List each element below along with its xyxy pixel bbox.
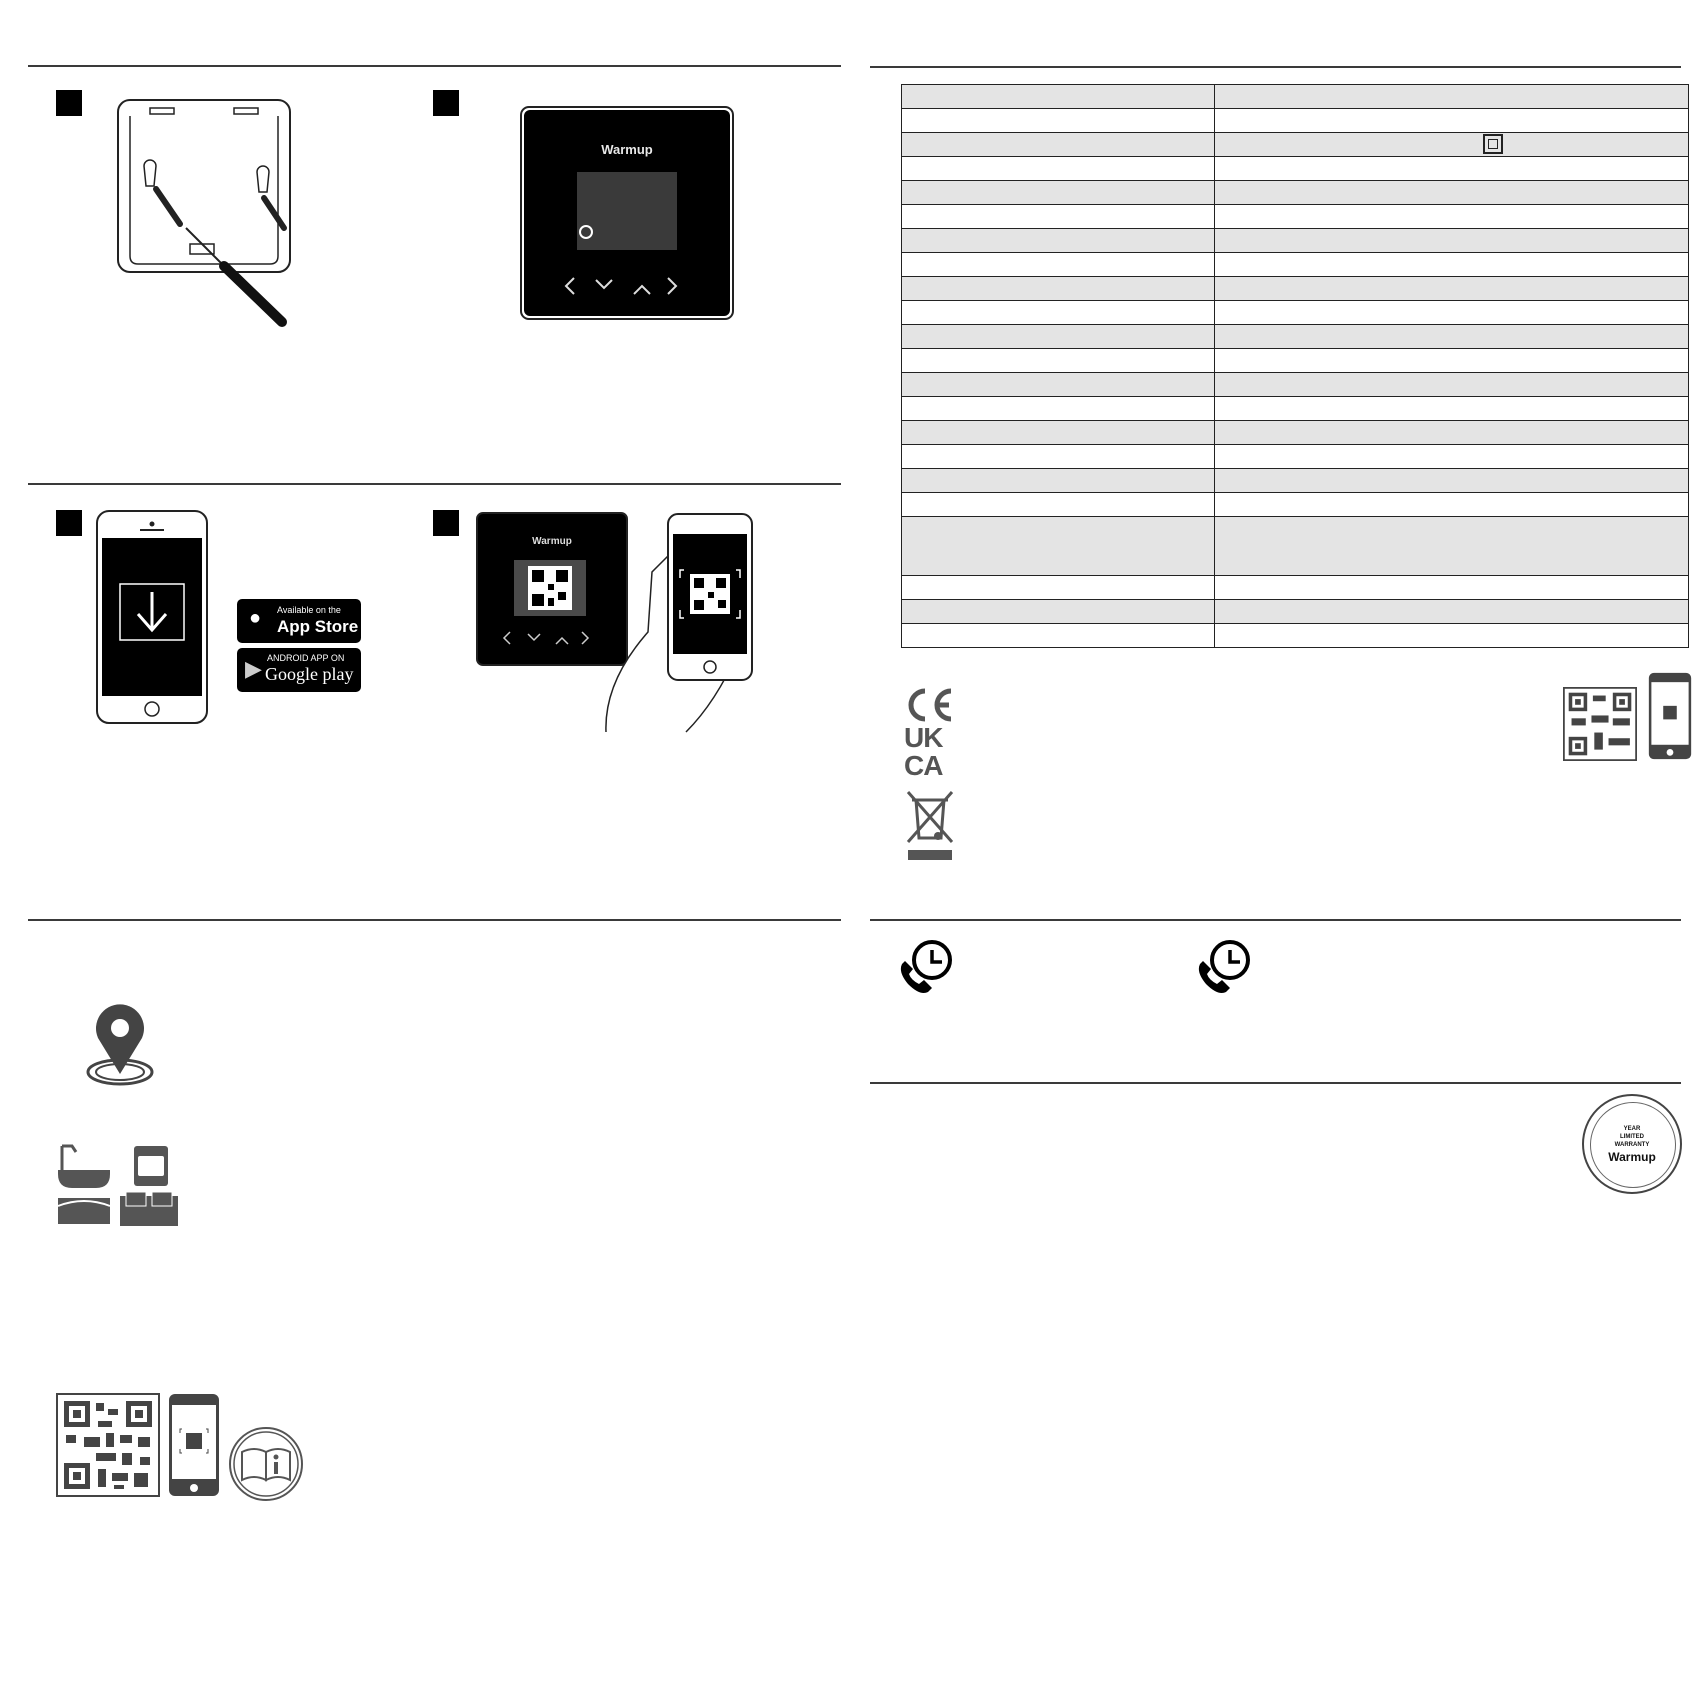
specifications-table (901, 84, 1689, 648)
google-small-text: ANDROID APP ON (267, 653, 345, 663)
table-row (902, 325, 1689, 349)
warranty-line1: YEAR (1623, 1126, 1641, 1132)
class-ii-symbol-icon (1483, 134, 1503, 154)
table-row (902, 229, 1689, 253)
app-store-small-text: Available on the (277, 605, 341, 615)
table-row (902, 421, 1689, 445)
uk-mark-text: UK (904, 722, 943, 753)
phone-download-icon (96, 510, 208, 724)
table-row (902, 373, 1689, 397)
manual-info-icon (228, 1426, 304, 1502)
step-1-marker (56, 90, 82, 116)
table-row (902, 133, 1689, 157)
section-rule-warranty (870, 1082, 1681, 1084)
google-play-badge[interactable] (237, 648, 361, 692)
warranty-line3: WARRANTY (1614, 1142, 1650, 1148)
table-row (902, 397, 1689, 421)
table-row (902, 109, 1689, 133)
device-logo: Warmup (601, 142, 653, 157)
app-store-badge[interactable] (237, 599, 361, 643)
step-3-marker (56, 510, 82, 536)
google-big-text: Google play (265, 664, 354, 684)
table-row (902, 624, 1689, 648)
ce-mark-icon (905, 688, 955, 722)
manual-phone-icon (168, 1393, 220, 1497)
ukca-mark-icon (904, 724, 956, 780)
table-row (902, 517, 1689, 576)
table-row (902, 181, 1689, 205)
ca-mark-text: CA (904, 750, 943, 781)
support-phone-clock-icon (898, 938, 956, 994)
support-phone-clock-icon-2 (1196, 938, 1254, 994)
device-logo-small: Warmup (532, 536, 572, 547)
apple-icon: ● (249, 607, 262, 629)
room-types-icon (56, 1140, 182, 1226)
section-rule-contact-right (870, 919, 1681, 921)
weee-bin-icon (904, 790, 956, 862)
section-rule-top-right (870, 66, 1681, 68)
table-row (902, 85, 1689, 109)
app-store-big-text: App Store (277, 617, 359, 636)
step-4-marker (433, 510, 459, 536)
table-row (902, 277, 1689, 301)
table-row (902, 576, 1689, 600)
warranty-line2: LIMITED (1620, 1134, 1644, 1140)
table-row (902, 253, 1689, 277)
table-row (902, 600, 1689, 624)
location-pin-icon (84, 1002, 156, 1088)
table-row (902, 205, 1689, 229)
table-row (902, 157, 1689, 181)
spec-qr-code[interactable] (1563, 687, 1637, 761)
warranty-seal-icon (1582, 1094, 1682, 1194)
table-row (902, 301, 1689, 325)
qr-scan-icon (476, 512, 776, 736)
thermostat-device-icon (520, 106, 734, 320)
table-row (902, 469, 1689, 493)
table-row (902, 349, 1689, 373)
section-rule-top-left (28, 65, 841, 67)
manual-qr-code[interactable] (56, 1393, 160, 1497)
warranty-brand: Warmup (1608, 1150, 1656, 1164)
section-rule-lower-left (28, 919, 841, 921)
section-rule-mid-left (28, 483, 841, 485)
step-2-marker (433, 90, 459, 116)
table-row (902, 493, 1689, 517)
screw-mount-icon (112, 96, 312, 330)
table-row (902, 445, 1689, 469)
spec-phone-icon (1648, 672, 1692, 760)
play-icon: ▶ (245, 656, 262, 681)
